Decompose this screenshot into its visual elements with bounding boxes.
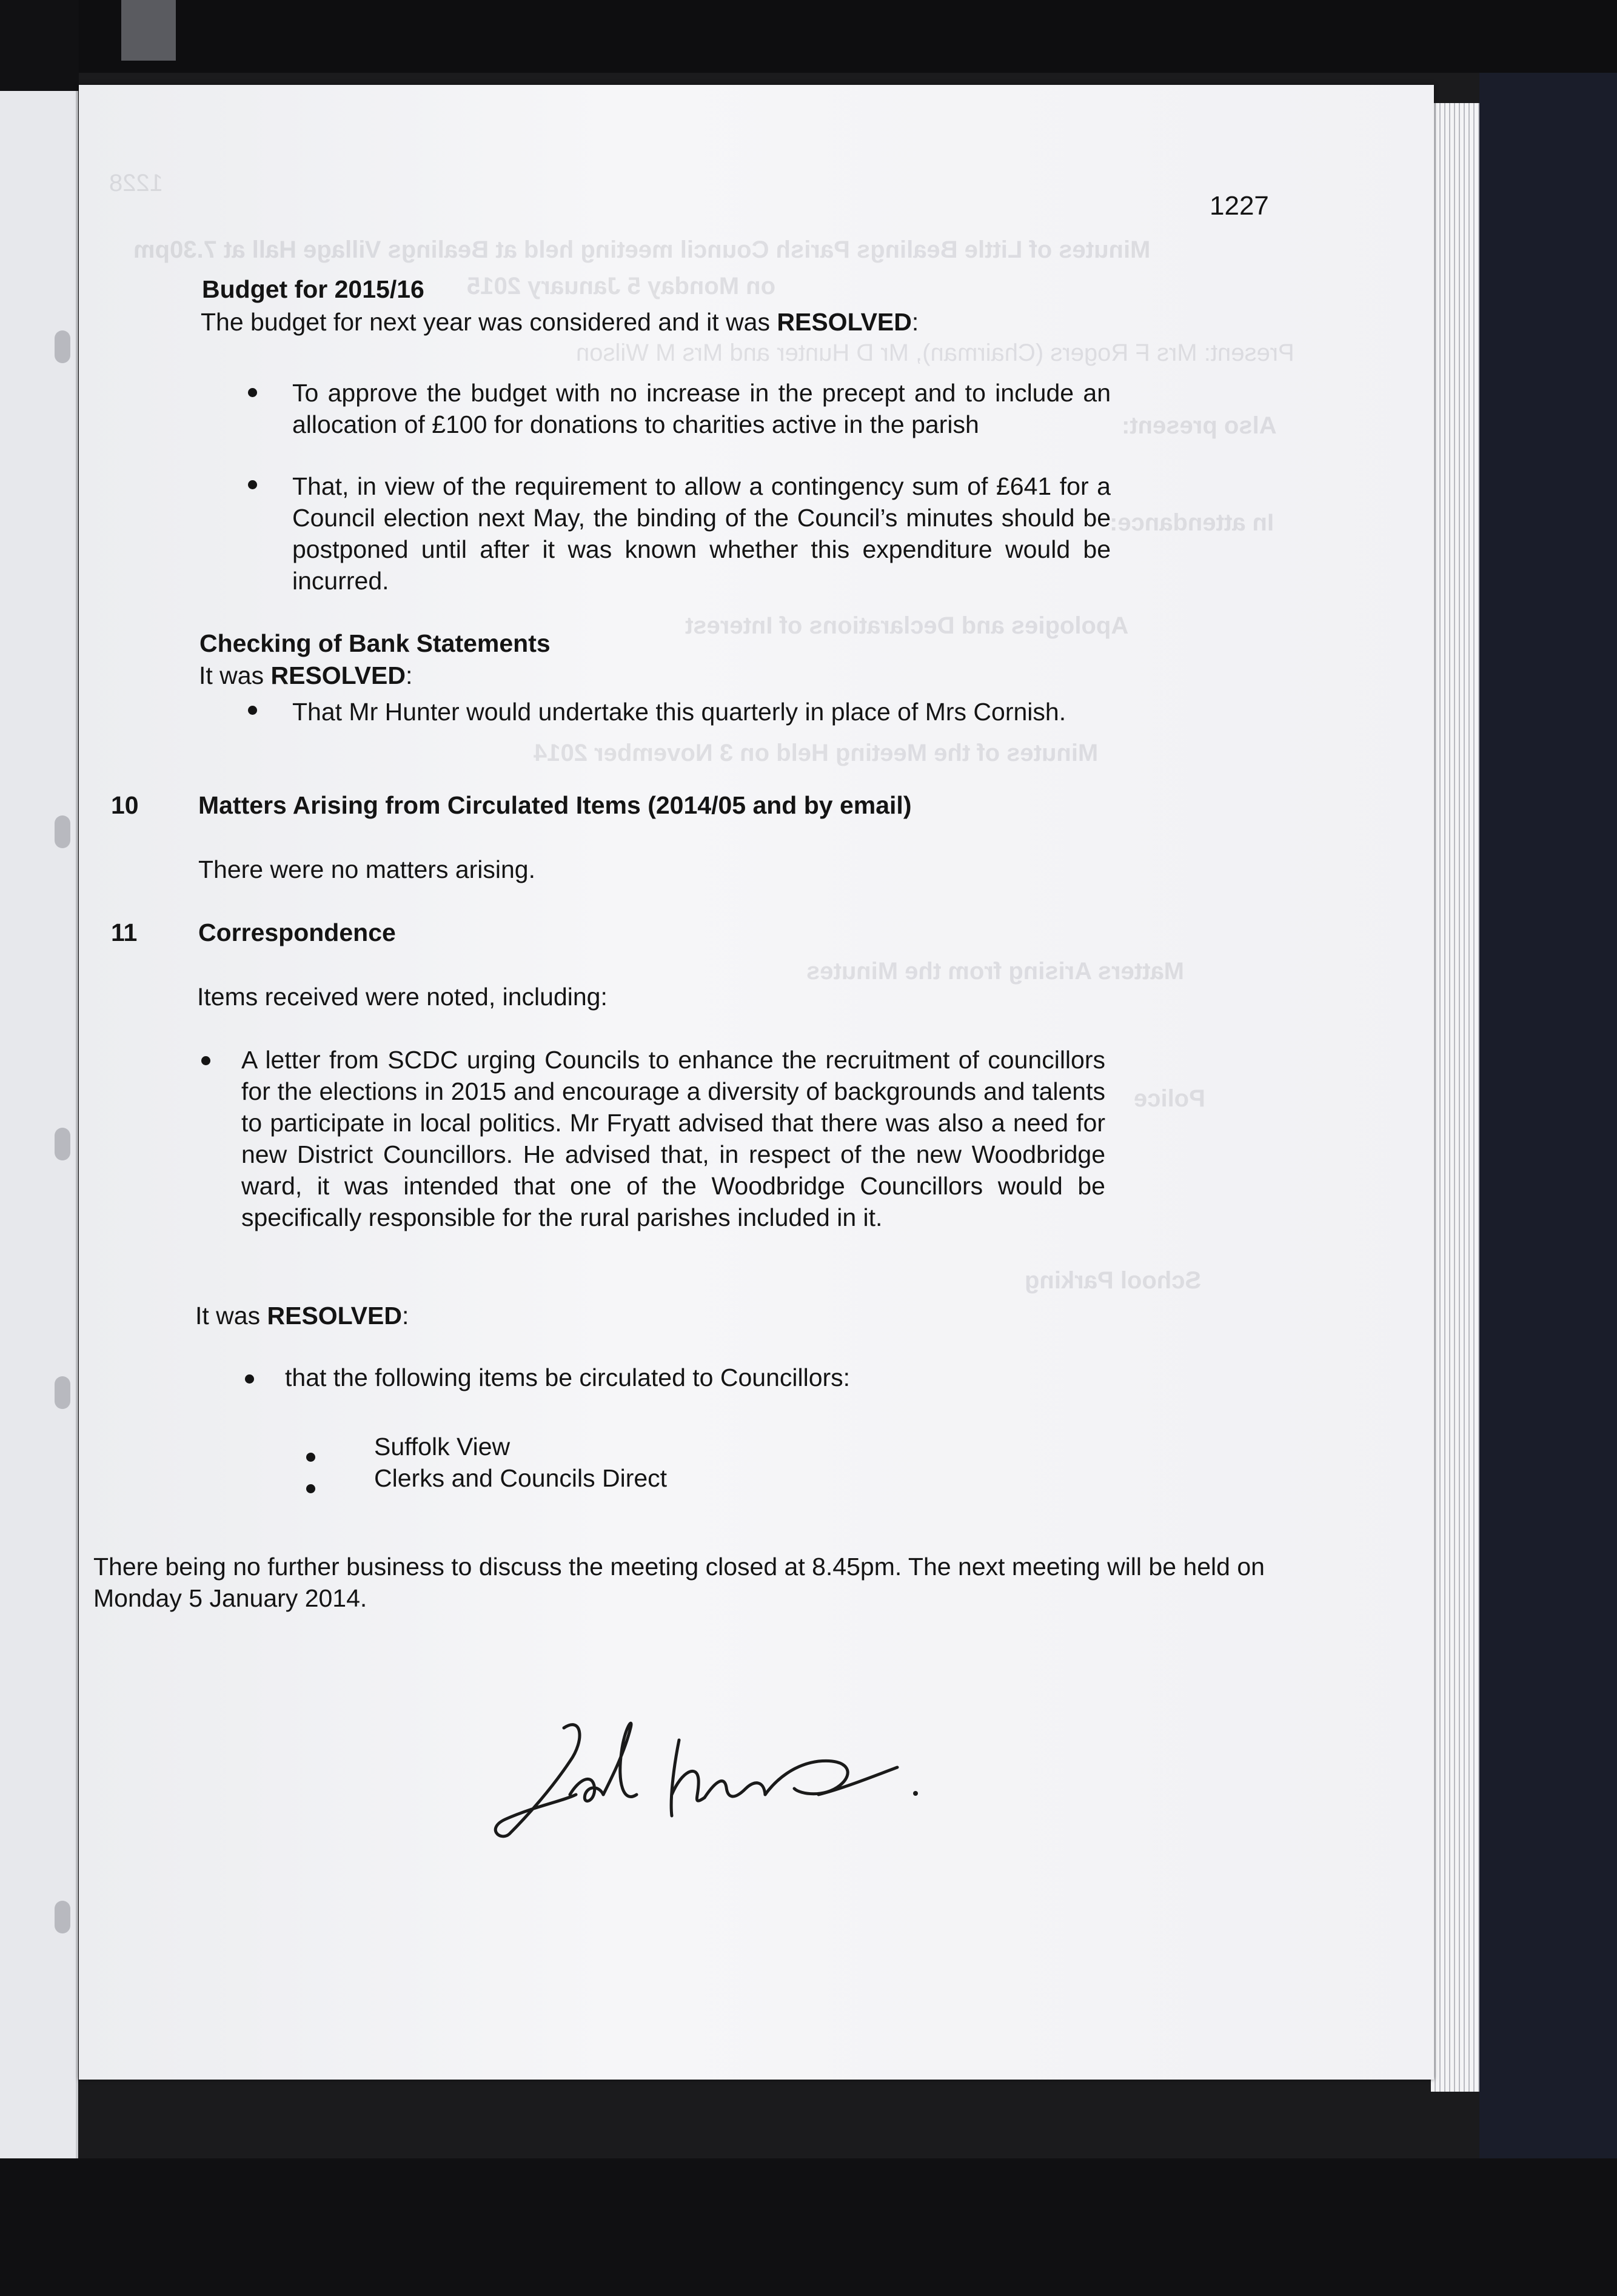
show-through-text: In attendance: xyxy=(1110,509,1274,536)
show-through-text: 1228 xyxy=(109,170,163,196)
bullet xyxy=(248,706,257,715)
item11-heading: Correspondence xyxy=(198,919,396,946)
circulated-item: Clerks and Councils Direct xyxy=(374,1464,668,1492)
item11-resolved-suffix: : xyxy=(401,1302,409,1330)
punch-hole xyxy=(55,815,70,848)
show-through-text: Police xyxy=(1134,1085,1205,1112)
page-stack-edges xyxy=(1431,103,1479,2092)
item-number: 10 xyxy=(111,791,139,819)
punch-hole xyxy=(55,1128,70,1160)
bottom-background xyxy=(0,2158,1617,2296)
bank-item: That Mr Hunter would undertake this quarterly in place of Mrs Cornish. xyxy=(292,698,1066,726)
resolved-label: RESOLVED xyxy=(777,308,912,336)
bank-intro-suffix: : xyxy=(405,661,413,689)
show-through-text: Minutes of the Meeting Held on 3 November 2014 xyxy=(534,740,1099,766)
circulated-item: Suffolk View xyxy=(374,1433,511,1461)
bank-intro xyxy=(199,660,412,691)
resolved-label: RESOLVED xyxy=(270,661,406,689)
show-through-text: Minutes of Little Bealings Parish Council meeting held at Bealings Village Hall at 7.30pm xyxy=(133,236,1151,263)
bullet xyxy=(306,1453,315,1462)
circulate-text: that the following items be circulated to Councillors: xyxy=(285,1364,851,1391)
correspondence-letter: A letter from SCDC urging Councils to enhance the recruitment of councillors for the elections in 2015 and encourage a diversity of backgrounds and talents to participate in local politics. Mr Fryatt advised that there was also a need for new District Councillors. He advised that, in respect of the new Woodbridge ward, it was intended that one of the Woodbridge Councillors would be specifically responsible for the rural parishes included in it. xyxy=(241,1046,1105,1231)
page-number: 1227 xyxy=(1210,191,1269,221)
item10-text: There were no matters arising. xyxy=(198,855,536,883)
budget-intro xyxy=(201,306,919,338)
show-through-text: School Parking xyxy=(1025,1267,1202,1294)
budget-intro-suffix: : xyxy=(911,308,919,336)
budget-item: To approve the budget with no increase in the precept and to include an allocation of £100 for donations to charities active in the parish xyxy=(292,379,1111,438)
punch-hole xyxy=(55,330,70,363)
bullet xyxy=(201,1056,210,1065)
budget-intro-prefix: The budget for next year was considered and it was xyxy=(201,308,777,336)
bullet xyxy=(248,388,257,397)
binder-cover xyxy=(1479,73,1617,2158)
show-through-text: Apologies and Declarations of Interest xyxy=(685,612,1129,639)
bank-heading: Checking of Bank Statements xyxy=(199,629,551,657)
item11-resolved xyxy=(195,1300,409,1331)
bullet xyxy=(248,480,257,489)
show-through-text: Also present: xyxy=(1122,412,1277,439)
show-through-text: Present: Mrs F Rogers (Chairman), Mr D Hunter and Mrs M Wilson xyxy=(576,340,1294,366)
item-number: 11 xyxy=(111,919,138,946)
budget-item: That, in view of the requirement to allow a contingency sum of £641 for a Council election next May, the binding of the Council’s minutes should be postponed until after it was known whether this expenditure would be incurred. xyxy=(292,472,1111,595)
punch-hole xyxy=(55,1376,70,1409)
item10-heading: Matters Arising from Circulated Items (2014/05 and by email) xyxy=(198,791,912,819)
budget-heading: Budget for 2015/16 xyxy=(202,275,424,303)
binder-clip xyxy=(121,0,176,61)
chairman-signature xyxy=(479,1704,976,1843)
top-background xyxy=(0,0,1617,73)
bank-intro-prefix: It was xyxy=(199,661,271,689)
item11-resolved-prefix: It was xyxy=(195,1302,267,1330)
closing-statement: There being no further business to discuss the meeting closed at 8.45pm. The next meeting will be held on Monday 5 January 2014. xyxy=(93,1553,1265,1612)
show-through-text: Matters Arising from the Minutes xyxy=(806,958,1185,985)
bullet xyxy=(306,1484,315,1493)
resolved-label: RESOLVED xyxy=(267,1302,402,1330)
facing-page-edge xyxy=(0,91,78,2164)
punch-hole xyxy=(55,1901,70,1933)
show-through-text: on Monday 5 January 2015 xyxy=(467,273,776,300)
item11-intro: Items received were noted, including: xyxy=(197,983,608,1011)
bullet xyxy=(245,1374,254,1384)
